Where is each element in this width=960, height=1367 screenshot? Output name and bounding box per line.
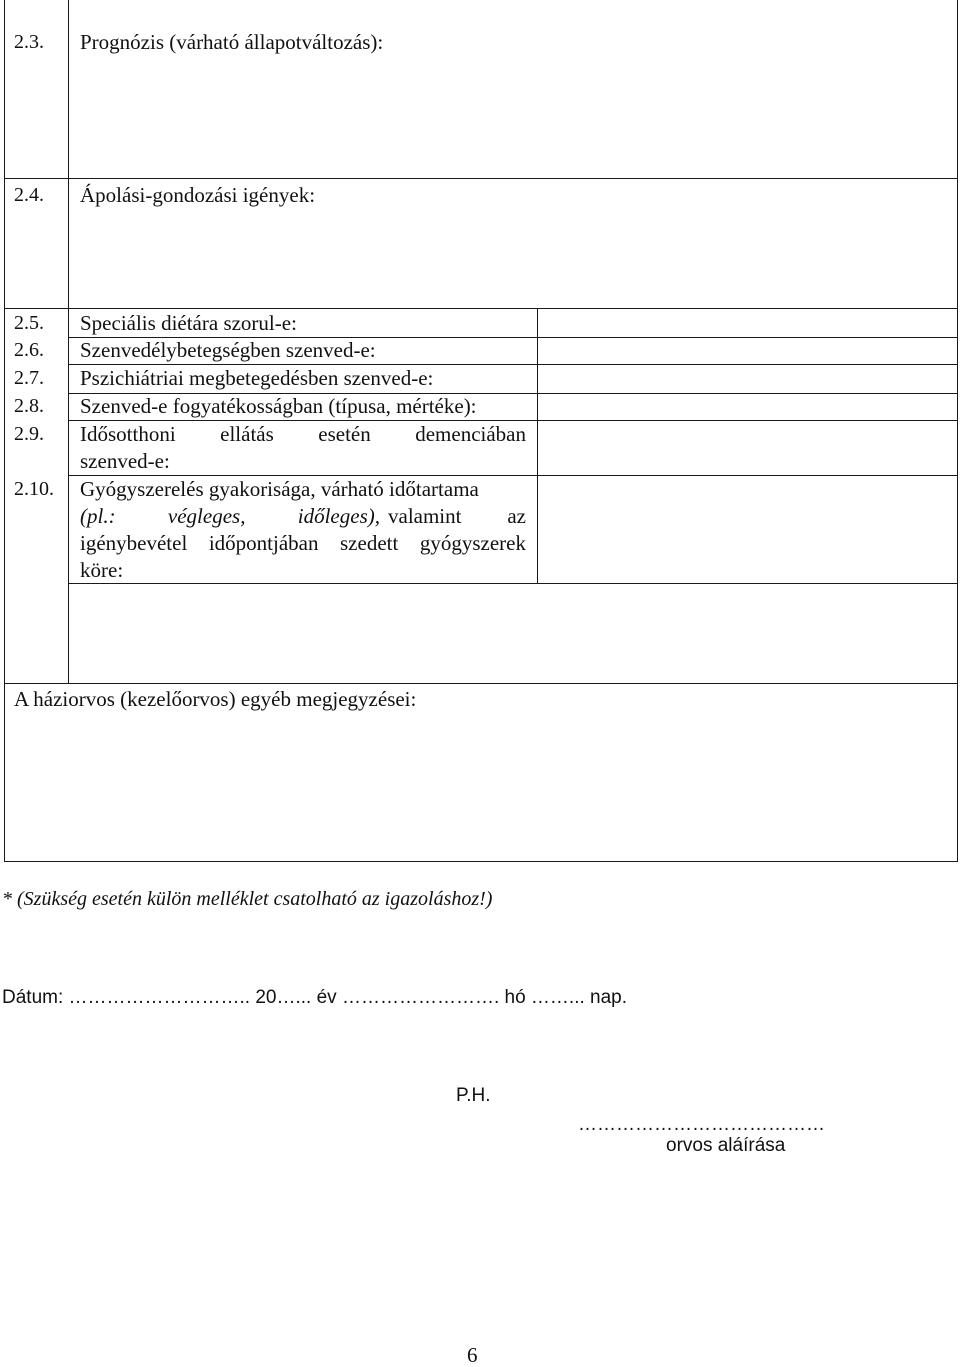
medication-label-line3: igénybevétel időpontjában szedett gyógyszerek	[80, 531, 526, 555]
disability-answer-field[interactable]	[538, 394, 957, 420]
psychiatric-label: Pszichiátriai megbetegedésben szenved-e:	[80, 366, 434, 390]
gp-notes-field[interactable]	[5, 714, 957, 861]
medication-label-line2-italic: (pl.: végleges, időleges),	[80, 504, 380, 528]
care-needs-answer-field[interactable]	[69, 210, 957, 307]
addiction-label: Szenvedélybetegségben szenved-e:	[80, 338, 376, 362]
table-bottom-border	[4, 861, 958, 862]
attachment-footnote: * (Szükség esetén külön melléklet csatolható az igazoláshoz!)	[2, 888, 493, 910]
medication-list-field[interactable]	[69, 584, 957, 683]
dementia-label-line2: szenved-e:	[80, 449, 170, 473]
row-divider-gp-notes	[4, 683, 958, 684]
item-number-2-3: 2.3.	[14, 31, 44, 53]
dementia-answer-field[interactable]	[538, 421, 957, 475]
diet-answer-field[interactable]	[538, 309, 957, 337]
care-needs-label: Ápolási-gondozási igények:	[80, 183, 316, 207]
addiction-answer-field[interactable]	[538, 338, 957, 364]
item-number-2-4: 2.4.	[14, 184, 44, 206]
disability-label: Szenved-e fogyatékosságban (típusa, mértéke):	[80, 394, 477, 418]
table-right-border	[957, 0, 958, 862]
signature-dotted-line: …………………………………	[578, 1114, 825, 1135]
date-line: Dátum: ……………………….. 20…... év ……………………. hó ……... nap.	[2, 987, 628, 1008]
item-number-2-7: 2.7.	[14, 367, 44, 389]
gp-notes-label: A háziorvos (kezelőorvos) egyéb megjegyzései:	[14, 687, 417, 711]
psychiatric-answer-field[interactable]	[538, 365, 957, 393]
prognosis-label: Prognózis (várható állapotváltozás):	[80, 30, 384, 54]
item-number-2-8: 2.8.	[14, 395, 44, 417]
item-number-2-9: 2.9.	[14, 423, 44, 445]
page-number: 6	[467, 1343, 478, 1367]
dementia-label-line1: Idősotthoni ellátás esetén demenciában	[80, 422, 526, 446]
medication-label-line4: köre:	[80, 558, 124, 582]
diet-label: Speciális diétára szorul-e:	[80, 311, 297, 335]
item-number-2-5: 2.5.	[14, 312, 44, 334]
medication-answer-field[interactable]	[538, 476, 957, 583]
medication-label-line2-rest: valamint az	[388, 504, 526, 528]
prognosis-answer-field[interactable]	[69, 56, 957, 177]
stamp-label: P.H.	[456, 1085, 491, 1106]
medication-label-line1: Gyógyszerelés gyakorisága, várható időtartama	[80, 477, 479, 501]
item-number-2-6: 2.6.	[14, 339, 44, 361]
signature-label: orvos aláírása	[666, 1135, 786, 1156]
row-divider-2-4	[4, 178, 958, 179]
item-number-2-10: 2.10.	[14, 478, 54, 500]
